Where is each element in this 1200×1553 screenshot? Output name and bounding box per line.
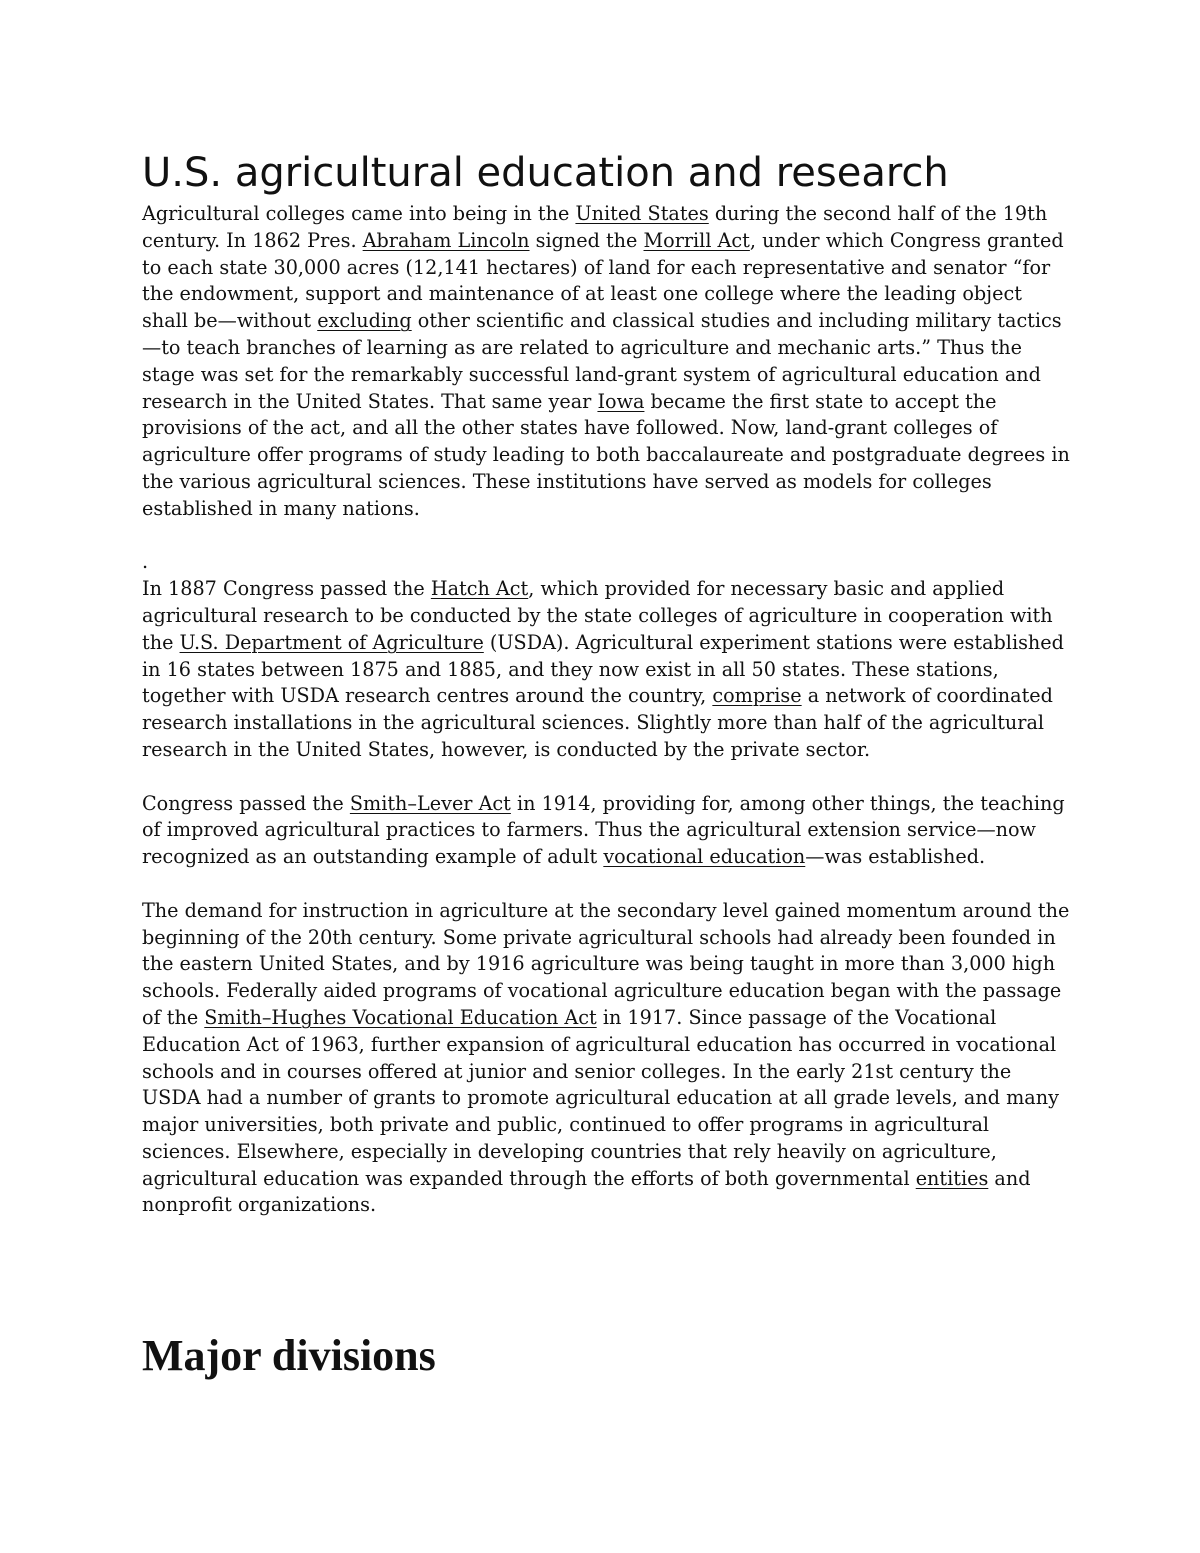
link-morrill-act[interactable]: Morrill Act xyxy=(643,228,750,252)
text-run: , under which Congress granted to each state 30,000 acres (12,141 hectares) of land for each representative and senator “for the endowment, support and maintenance of at least one college where the leading object shall be—without xyxy=(142,228,1064,333)
paragraph-land-grant xyxy=(142,201,1072,523)
text-run: , which provided for necessary basic and applied agricultural research to be conducted by the state colleges of agriculture in cooperation with the xyxy=(142,577,1053,654)
link-vocational-education[interactable]: vocational education xyxy=(603,845,806,869)
link-smith-lever-act[interactable]: Smith–Lever Act xyxy=(349,791,511,815)
text-run: The demand for instruction in agriculture at the secondary level gained momentum around the beginning of the 20th century. Some private agricultural schools had already been founded in the eastern United States, and by 1916 agriculture was being taught in more than 3,000 high schools. Federally aided programs of vocational agriculture education began with the passage of the xyxy=(142,898,1070,1029)
link-smith-hughes-act[interactable]: Smith–Hughes Vocational Education Act xyxy=(204,1005,597,1029)
paragraph-spacer xyxy=(142,764,1072,791)
paragraph-spacer xyxy=(142,523,1072,550)
link-iowa[interactable]: Iowa xyxy=(597,389,645,413)
text-run: Agricultural colleges came into being in the xyxy=(142,202,576,225)
text-run: In 1887 Congress passed the xyxy=(142,577,431,601)
separator-dot: . xyxy=(142,550,149,574)
text-run: other scientific and classical studies and including military tactics—to teach branches of learning as are related to agriculture and mechanic arts.” Thus the stage was set for the remarkably successful land-grant system of agricultural education and research in the United States. That same year xyxy=(142,309,1062,413)
text-run: in 1914, providing for, among other things, the teaching of improved agricultural practices to farmers. Thus the agricultural extension service—now recognized as an outstanding example of adult xyxy=(142,791,1065,869)
link-comprise[interactable]: comprise xyxy=(712,684,802,708)
paragraph-smith-lever xyxy=(142,791,1072,871)
link-excluding[interactable]: excluding xyxy=(317,309,412,333)
text-run: during the second half of the 19th century. In 1862 Pres. xyxy=(142,202,1048,252)
link-entities[interactable]: entities xyxy=(915,1166,989,1190)
text-run: a network of coordinated research installations in the agricultural sciences. Slightly more than half of the agricultural research in the United States, however, is conducted by the private sector. xyxy=(142,684,1053,761)
link-united-states[interactable]: United States xyxy=(575,202,709,225)
text-run: —was established. xyxy=(805,845,986,869)
text-run: became the first state to accept the provisions of the act, and all the other states have followed. Now, land-grant colleges of agriculture offer programs of study leading to both baccalaureate and postgraduate degrees in the various agricultural sciences. These institutions have served as models for colleges established in many nations. xyxy=(142,389,1070,520)
section-heading-major-divisions: Major divisions xyxy=(142,1331,436,1380)
link-abraham-lincoln[interactable]: Abraham Lincoln xyxy=(362,228,530,252)
paragraph-secondary-instruction xyxy=(142,898,1072,1220)
page-title: U.S. agricultural education and research xyxy=(142,150,949,196)
text-run: (USDA). Agricultural experiment stations were established in 16 states between 1875 and 1885, and they now exist in all 50 states. These stations, together with USDA research centres around the country, xyxy=(142,630,1064,708)
paragraph-hatch-act xyxy=(142,576,1072,764)
text-run: and nonprofit organizations. xyxy=(142,1166,1031,1217)
article-body xyxy=(142,201,1072,1219)
text-run: signed the xyxy=(529,228,644,252)
paragraph-spacer xyxy=(142,871,1072,898)
link-hatch-act[interactable]: Hatch Act xyxy=(430,577,529,601)
text-run: Congress passed the xyxy=(142,791,350,815)
link-usda[interactable]: U.S. Department of Agriculture xyxy=(179,630,484,654)
text-run: in 1917. Since passage of the Vocational Education Act of 1963, further expansion of agricultural education has occurred in vocational schools and in courses offered at junior and senior colleges. In the early 21st century the USDA had a number of grants to promote agricultural education at all grade levels, and many major universities, both private and public, continued to offer programs in agricultural sciences. Elsewhere, especially in developing countries that rely heavily on agriculture, agricultural education was expanded through the efforts of both governmental xyxy=(142,1005,1059,1190)
